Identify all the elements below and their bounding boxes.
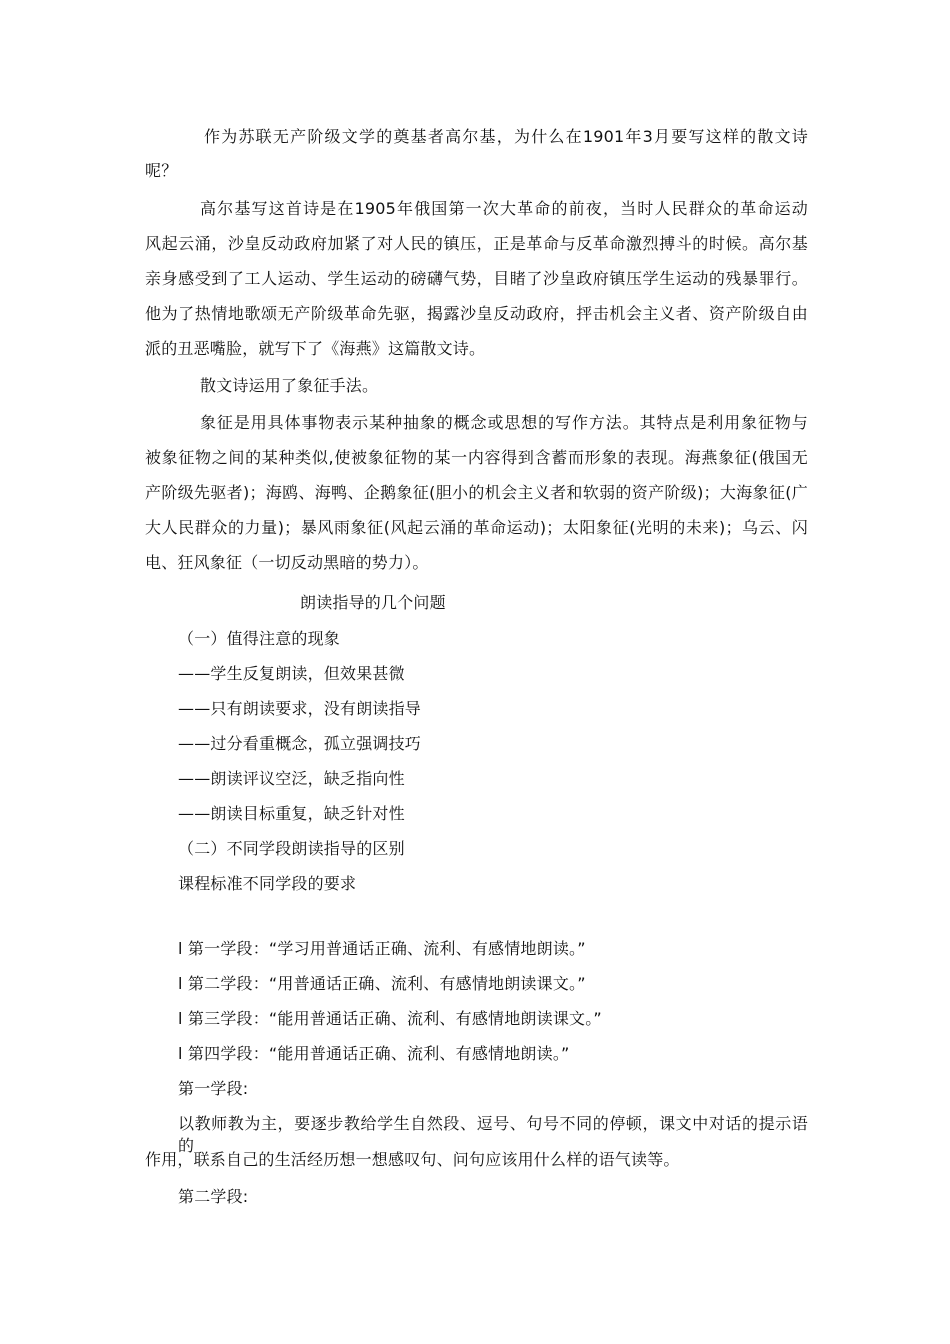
paragraph-4-line-3: 产阶级先驱者)；海鸥、海鸭、企鹅象征(胆小的机会主义者和软弱的资产阶级)；大海象征(广 — [145, 483, 808, 502]
paragraph-2-line-1: 高尔基写这首诗是在1905年俄国第一次大革命的前夜，当时人民群众的革命运动 — [200, 199, 808, 218]
standards-heading: 课程标准不同学段的要求 — [178, 874, 357, 893]
stage-requirement-item: l 第二学段：“用普通话正确、流利、有感情地朗读课文。” — [178, 974, 586, 993]
phenomenon-item: ——朗读评议空泛，缺乏指向性 — [178, 769, 405, 788]
paragraph-3-line-1: 散文诗运用了象征手法。 — [200, 376, 379, 395]
stage-requirement-item: l 第四学段：“能用普通话正确、流利、有感情地朗读。” — [178, 1044, 570, 1063]
stage-1-heading: 第一学段: — [178, 1079, 249, 1098]
paragraph-2-line-3: 亲身感受到了工人运动、学生运动的磅礴气势，目睹了沙皇政府镇压学生运动的残暴罪行。 — [145, 269, 808, 288]
paragraph-2-line-4: 他为了热情地歌颂无产阶级革命先驱，揭露沙皇反动政府，抨击机会主义者、资产阶级自由 — [145, 304, 808, 323]
section-title: 朗读指导的几个问题 — [300, 593, 446, 612]
paragraph-1-line-1: 作为苏联无产阶级文学的奠基者高尔基，为什么在1901年3月要写这样的散文诗 — [204, 127, 808, 146]
subsection-2-heading: （二）不同学段朗读指导的区别 — [178, 839, 405, 858]
stage-requirement-item: l 第一学段：“学习用普通话正确、流利、有感情地朗读。” — [178, 939, 586, 958]
paragraph-2-line-5: 派的丑恶嘴脸，就写下了《海燕》这篇散文诗。 — [145, 339, 486, 358]
paragraph-4-line-4: 大人民群众的力量)；暴风雨象征(风起云涌的革命运动)；太阳象征(光明的未来)；乌云、闪 — [145, 518, 808, 537]
stage-1-text-line-2: 作用，联系自己的生活经历想一想感叹句、问句应该用什么样的语气读等。 — [145, 1150, 680, 1169]
stage-2-heading: 第二学段: — [178, 1187, 249, 1206]
paragraph-4-line-1: 象征是用具体事物表示某种抽象的概念或思想的写作方法。其特点是利用象征物与 — [200, 413, 808, 432]
phenomenon-item: ——学生反复朗读，但效果甚微 — [178, 664, 405, 683]
stage-1-text-line-1: 以教师教为主，要逐步教给学生自然段、逗号、句号不同的停顿，课文中对话的提示语的 — [178, 1114, 808, 1155]
paragraph-1-line-2: 呢？ — [145, 161, 178, 180]
phenomenon-item: ——只有朗读要求，没有朗读指导 — [178, 699, 422, 718]
phenomenon-item: ——过分看重概念，孤立强调技巧 — [178, 734, 422, 753]
phenomenon-item: ——朗读目标重复，缺乏针对性 — [178, 804, 405, 823]
stage-requirement-item: l 第三学段：“能用普通话正确、流利、有感情地朗读课文。” — [178, 1009, 602, 1028]
paragraph-2-line-2: 风起云涌，沙皇反动政府加紧了对人民的镇压，正是革命与反革命激烈搏斗的时候。高尔基 — [145, 234, 808, 253]
paragraph-4-line-2: 被象征物之间的某种类似,使被象征物的某一内容得到含蓄而形象的表现。海燕象征(俄国无 — [145, 448, 808, 467]
subsection-1-heading: （一）值得注意的现象 — [178, 629, 341, 648]
paragraph-4-line-5: 电、狂风象征（一切反动黑暗的势力）。 — [145, 553, 429, 572]
